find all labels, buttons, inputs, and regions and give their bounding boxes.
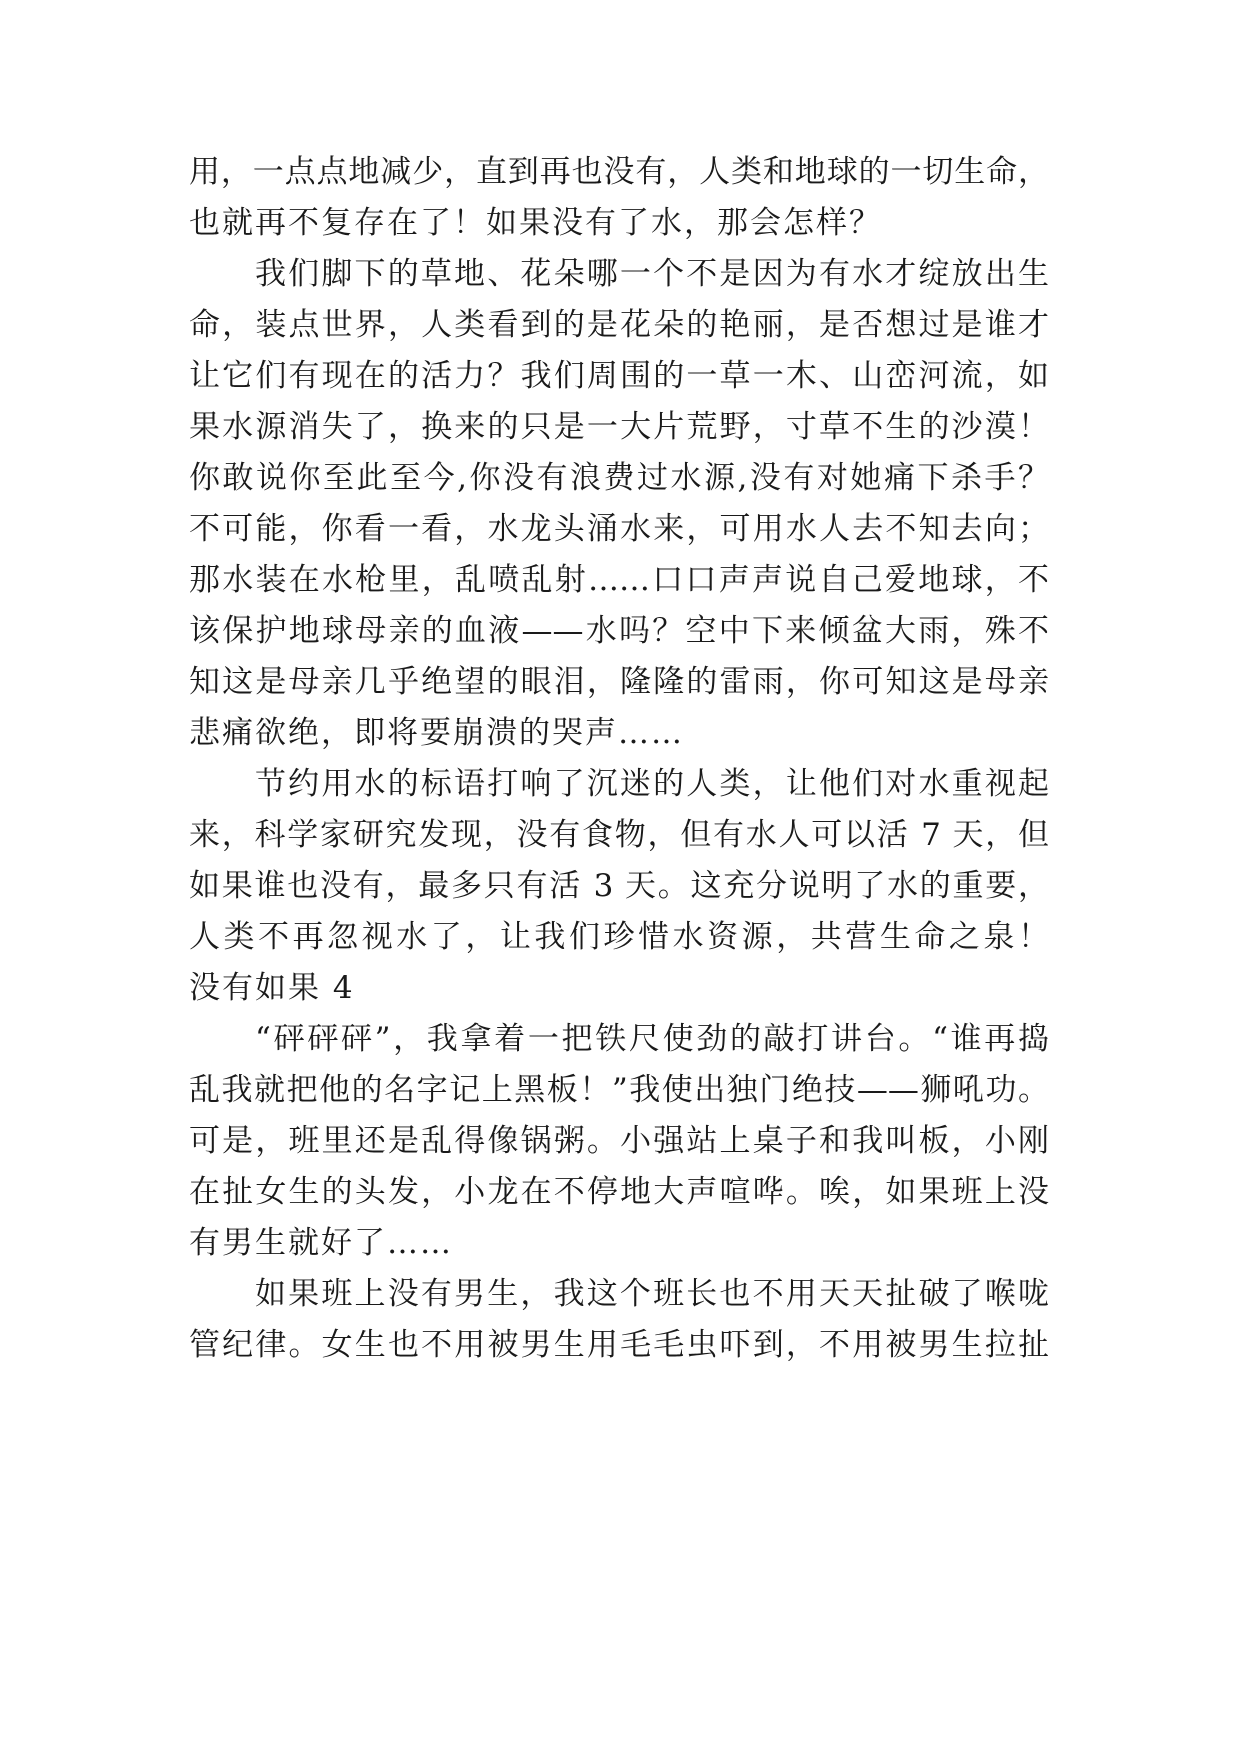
text-line: 果水源消失了，换来的只是一大片荒野，寸草不生的沙漠！	[189, 409, 1049, 445]
text-line: 乱我就把他的名字记上黑板！”我使出独门绝技——狮吼功。	[189, 1072, 1049, 1108]
text-line: 在扯女生的头发，小龙在不停地大声喧哗。唉，如果班上没	[189, 1174, 1049, 1210]
text-line: 如果谁也没有，最多只有活 3 天。这充分说明了水的重要，	[189, 868, 1049, 904]
text-line: 人类不再忽视水了，让我们珍惜水资源，共营生命之泉！	[189, 919, 1049, 955]
paragraph-first-line: “砰砰砰”，我拿着一把铁尺使劲的敲打讲台。“谁再捣	[255, 1021, 1049, 1057]
text-line: 该保护地球母亲的血液——水吗？空中下来倾盆大雨，殊不	[189, 613, 1049, 649]
paragraph-first-line: 我们脚下的草地、花朵哪一个不是因为有水才绽放出生	[255, 256, 1049, 292]
text-line: 知这是母亲几乎绝望的眼泪，隆隆的雷雨，你可知这是母亲	[189, 664, 1049, 700]
text-line: 你敢说你至此至今,你没有浪费过水源,没有对她痛下杀手？	[189, 460, 1049, 496]
text-line: 来，科学家研究发现，没有食物，但有水人可以活 7 天，但	[189, 817, 1049, 853]
text-line: 也就再不复存在了！如果没有了水，那会怎样？	[189, 205, 882, 241]
paragraph-first-line: 节约用水的标语打响了沉迷的人类，让他们对水重视起	[255, 766, 1049, 802]
paragraph-first-line: 如果班上没有男生，我这个班长也不用天天扯破了喉咙	[255, 1276, 1049, 1312]
text-line: 可是，班里还是乱得像锅粥。小强站上桌子和我叫板，小刚	[189, 1123, 1049, 1159]
text-line: 命，装点世界，人类看到的是花朵的艳丽，是否想过是谁才	[189, 307, 1049, 343]
text-line: 管纪律。女生也不用被男生用毛毛虫吓到，不用被男生拉扯	[189, 1327, 1049, 1363]
text-line: 有男生就好了……	[189, 1225, 453, 1261]
text-line: 那水装在水枪里，乱喷乱射……口口声声说自己爱地球，不	[189, 562, 1049, 598]
text-line: 悲痛欲绝，即将要崩溃的哭声……	[189, 715, 684, 751]
text-line: 不可能，你看一看，水龙头涌水来，可用水人去不知去向；	[189, 511, 1049, 547]
text-line: 让它们有现在的活力？我们周围的一草一木、山峦河流，如	[189, 358, 1049, 394]
section-heading: 没有如果 4	[189, 970, 355, 1006]
text-line: 用，一点点地减少，直到再也没有，人类和地球的一切生命，	[189, 154, 1049, 190]
